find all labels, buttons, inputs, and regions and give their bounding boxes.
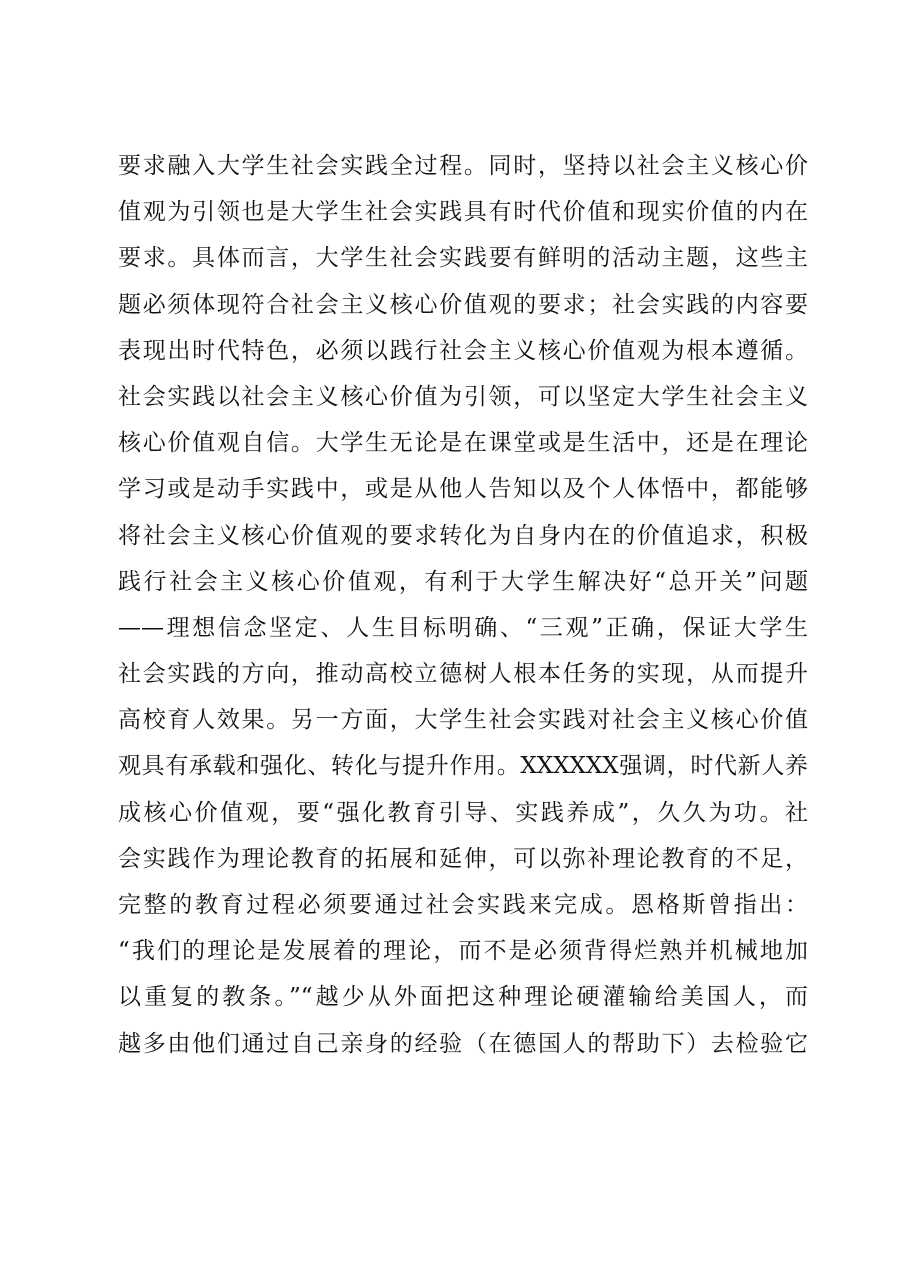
text-line-2: 值观为引领也是大学生社会实践具有时代价值和现实价值的内在 bbox=[118, 199, 808, 226]
text-line-7: 核心价值观自信。大学生无论是在课堂或是生活中，还是在理论 bbox=[118, 430, 808, 457]
text-line-4: 题必须体现符合社会主义核心价值观的要求；社会实践的内容要 bbox=[118, 291, 808, 318]
text-line-17: 完整的教育过程必须要通过社会实践来完成。恩格斯曾指出： bbox=[118, 892, 808, 918]
text-line-5: 表现出时代特色，必须以践行社会主义核心价值观为根本遵循。 bbox=[118, 337, 808, 364]
text-line-18: “我们的理论是发展着的理论，而不是必须背得烂熟并机械地加 bbox=[118, 938, 808, 965]
text-line-10: 践行社会主义核心价值观，有利于大学生解决好“总开关”问题 bbox=[118, 568, 808, 595]
text-line-15: 成核心价值观，要“强化教育引导、实践养成”，久久为功。社 bbox=[118, 799, 808, 826]
text-line-3: 要求。具体而言，大学生社会实践要有鲜明的活动主题，这些主 bbox=[118, 245, 808, 272]
text-line-8: 学习或是动手实践中，或是从他人告知以及个人体悟中，都能够 bbox=[118, 476, 808, 503]
text-line-6: 社会实践以社会主义核心价值为引领，可以坚定大学生社会主义 bbox=[118, 383, 808, 410]
text-line-9: 将社会主义核心价值观的要求转化为自身内在的价值追求，积极 bbox=[118, 522, 808, 549]
text-line-19: 以重复的教条。”“越少从外面把这种理论硬灌输给美国人，而 bbox=[118, 984, 808, 1011]
text-line-12: 社会实践的方向，推动高校立德树人根本任务的实现，从而提升 bbox=[118, 661, 808, 688]
text-line-11: ——理想信念坚定、人生目标明确、“三观”正确，保证大学生 bbox=[118, 614, 808, 641]
text-line-16: 会实践作为理论教育的拓展和延伸，可以弥补理论教育的不足， bbox=[118, 845, 808, 872]
text-line-20: 越多由他们通过自己亲身的经验（在德国人的帮助下）去检验它 bbox=[118, 1030, 808, 1057]
text-line-13: 高校育人效果。另一方面，大学生社会实践对社会主义核心价值 bbox=[118, 707, 808, 734]
body-paragraph bbox=[118, 143, 808, 1067]
text-line-1: 要求融入大学生社会实践全过程。同时，坚持以社会主义核心价 bbox=[118, 153, 808, 179]
text-line-14: 观具有承载和强化、转化与提升作用。XXXXXX强调，时代新人养 bbox=[118, 753, 808, 780]
